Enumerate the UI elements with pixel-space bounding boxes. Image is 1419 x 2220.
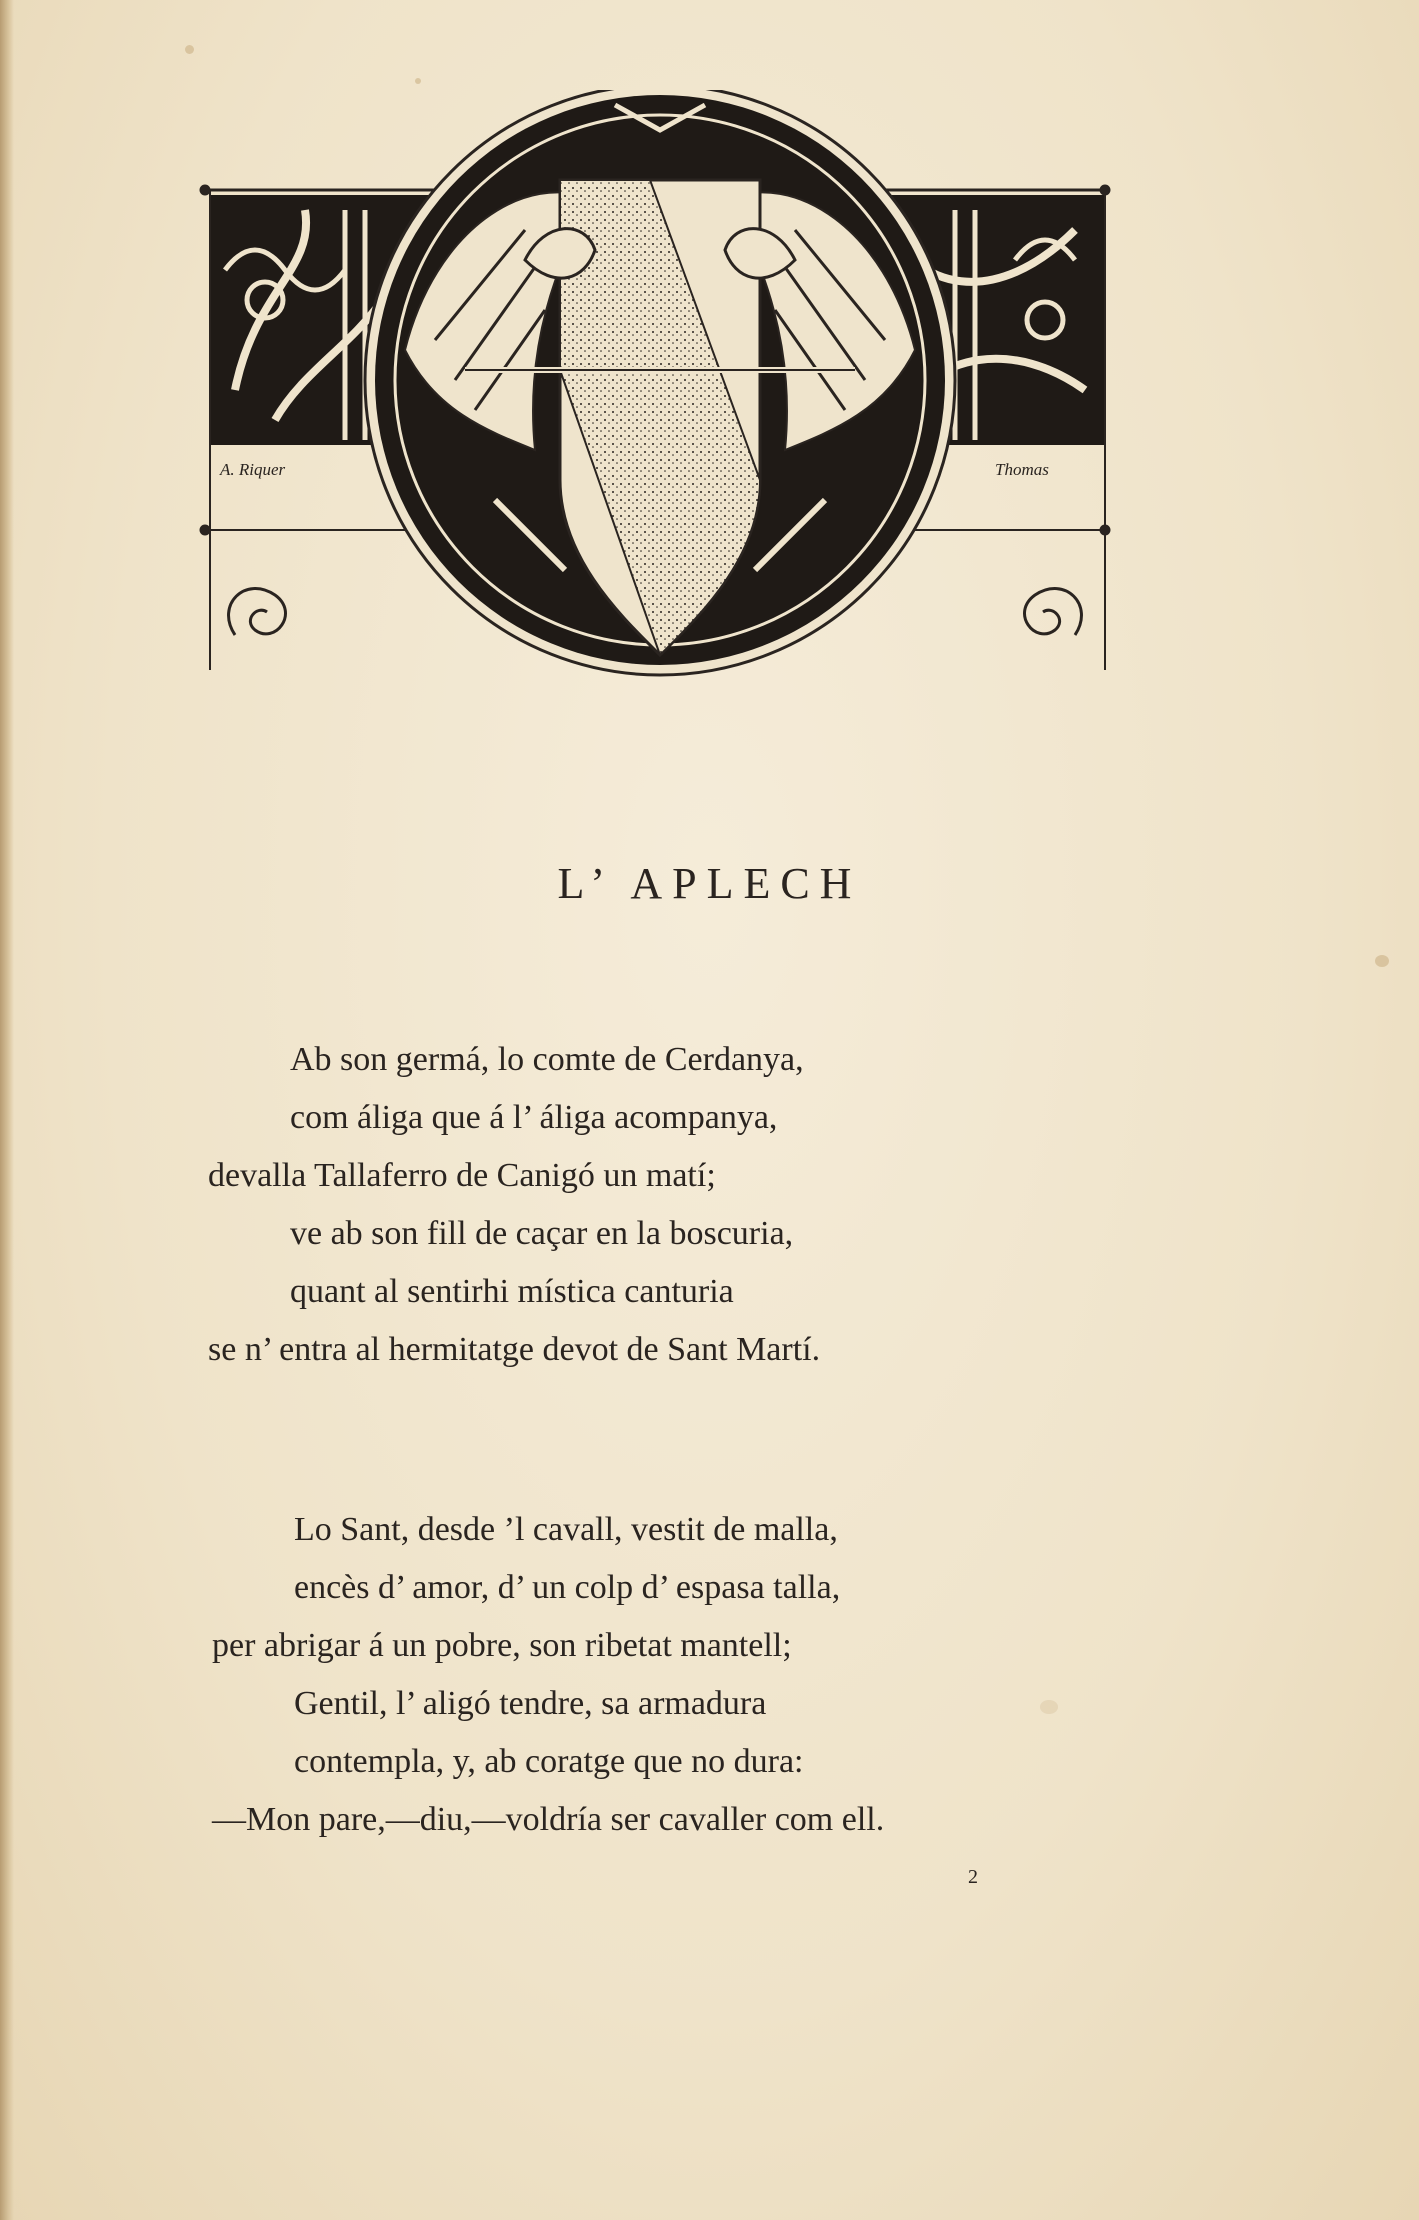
headpiece-illustration: [195, 90, 1125, 690]
engraver-signature-right: Thomas: [995, 460, 1049, 479]
page-number: 2: [968, 1866, 978, 1888]
verse-line: per abrigar á un pobre, son ribetat mantell;: [212, 1627, 792, 1664]
verse-line: Ab son germá, lo comte de Cerdanya,: [290, 1041, 804, 1078]
verse-line: com áliga que á l’ áliga acompanya,: [290, 1099, 778, 1136]
paper-speck: [185, 45, 194, 54]
central-medallion: [365, 90, 955, 675]
artist-signature-left: A. Riquer: [220, 460, 286, 479]
verse-line: devalla Tallaferro de Canigó un matí;: [208, 1157, 716, 1194]
verse-line: —Mon pare,—diu,—voldría ser cavaller com ell.: [212, 1801, 885, 1838]
decorative-headpiece: [195, 90, 1125, 690]
verse-line: encès d’ amor, d’ un colp d’ espasa talla,: [294, 1569, 841, 1606]
verse-line: ve ab son fill de caçar en la boscuria,: [290, 1215, 794, 1252]
page-spine-shadow: [0, 0, 14, 2220]
verse-line: Gentil, l’ aligó tendre, sa armadura: [294, 1685, 767, 1722]
verse-line: quant al sentirhi mística canturia: [290, 1273, 734, 1310]
verse-line: contempla, y, ab coratge que no dura:: [294, 1743, 804, 1780]
paper-speck: [415, 78, 421, 84]
verse-line: se n’ entra al hermitatge devot de Sant Martí.: [208, 1331, 821, 1368]
paper-speck: [1375, 955, 1389, 967]
poem-title: L’ APLECH: [557, 859, 862, 908]
verse-line: Lo Sant, desde ’l cavall, vestit de malla,: [294, 1511, 838, 1548]
paper-speck: [1040, 1700, 1058, 1714]
